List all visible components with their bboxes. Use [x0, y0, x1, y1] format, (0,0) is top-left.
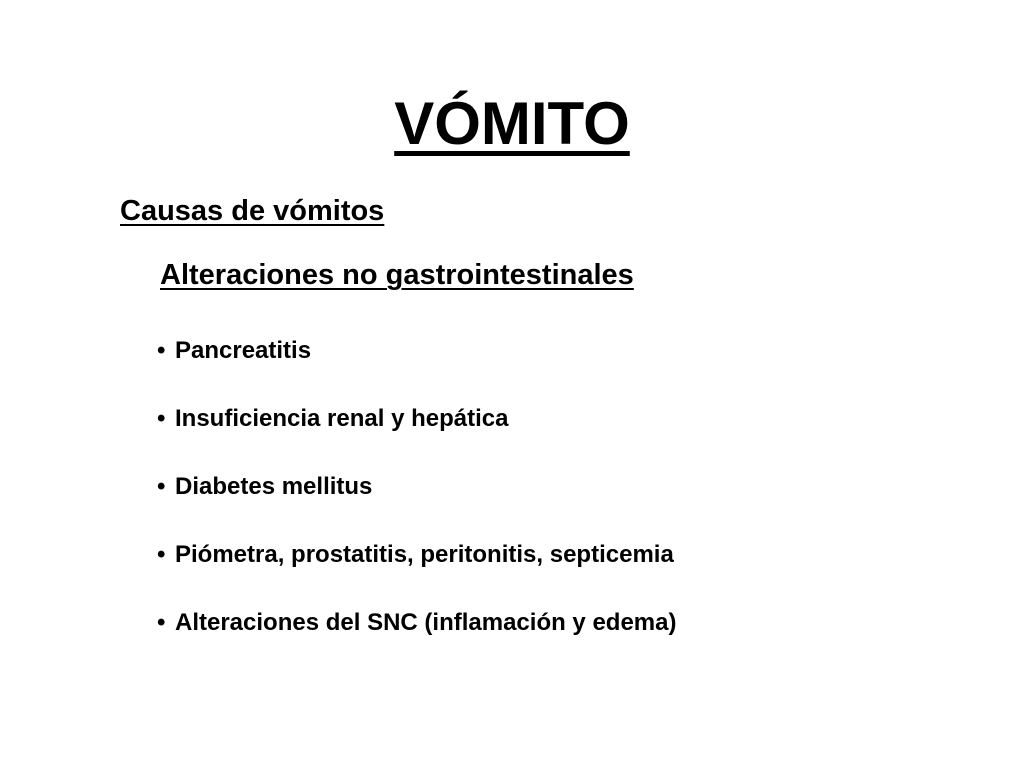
bullet-dot-icon: • [157, 609, 166, 636]
bullet-dot-icon: • [157, 337, 166, 364]
section-heading: Alteraciones no gastrointestinales [160, 259, 634, 291]
list-item-piometra [157, 538, 676, 572]
bullet-dot-icon: • [157, 405, 166, 432]
list-item-text: Piómetra, prostatitis, peritonitis, septicemia [175, 541, 674, 568]
list-item-insuficiencia [157, 402, 676, 436]
slide-title [0, 84, 1024, 164]
list-item-text: Diabetes mellitus [175, 473, 373, 500]
list-item-text: Pancreatitis [175, 337, 312, 364]
bullet-dot-icon: • [157, 473, 166, 500]
list-item-diabetes [157, 470, 676, 504]
slide-subtitle: Causas de vómitos [120, 195, 385, 227]
bullet-dot-icon: • [157, 541, 166, 568]
cause-list [157, 334, 676, 674]
list-item-text: Insuficiencia renal y hepática [175, 405, 509, 432]
list-item-text: Alteraciones del SNC (inflamación y edema) [175, 609, 677, 636]
list-item-snc [157, 606, 676, 640]
slide-title-text: VÓMITO [394, 90, 630, 157]
list-item-pancreatitis [157, 334, 676, 368]
